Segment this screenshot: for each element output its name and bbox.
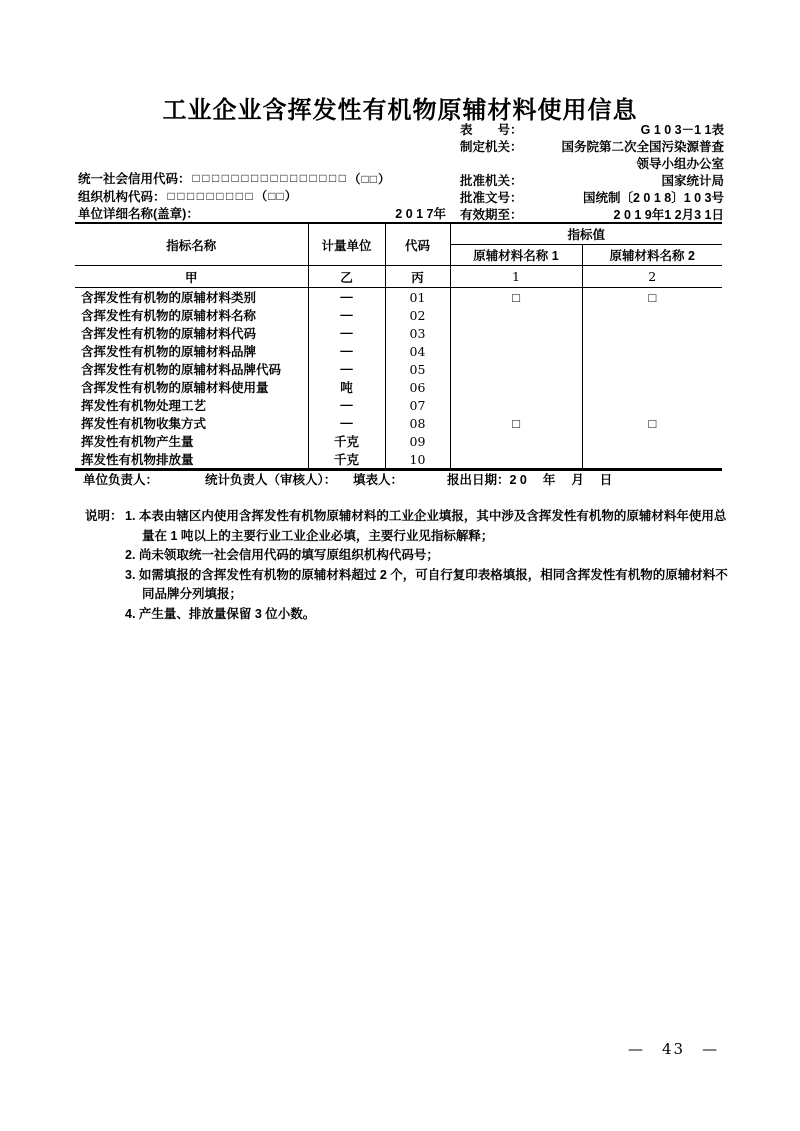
- table-row-brand-code: [75, 360, 722, 378]
- code-cell: 10: [385, 450, 450, 470]
- value-cell: [450, 432, 582, 450]
- unit-cell: 吨: [308, 378, 385, 396]
- notes-body: [125, 507, 733, 624]
- table-row-material-brand: [75, 342, 722, 360]
- unit-cell: —: [308, 288, 385, 307]
- org-code-label: 组织机构代码：: [78, 189, 166, 204]
- indicator-name: 含挥发性有机物的原辅材料品牌代码: [81, 363, 282, 377]
- notes-label: 说明：: [85, 509, 123, 523]
- code-cell: 03: [385, 324, 450, 342]
- indicator-name: 挥发性有机物处理工艺: [81, 399, 207, 413]
- checkbox-square: □: [450, 414, 582, 432]
- code-cell: 06: [385, 378, 450, 396]
- meta-row-approval-document: [460, 188, 724, 205]
- indicator-name: 含挥发性有机物的原辅材料使用量: [81, 381, 269, 395]
- value-cell: [582, 450, 722, 470]
- value-cell: [450, 396, 582, 414]
- header-code: 代码: [385, 223, 450, 266]
- key-cell-bing: 丙: [385, 266, 450, 288]
- value-cell: [450, 450, 582, 470]
- meta-row-issuing-agency-cont: [460, 154, 724, 171]
- meta-value: 2 0 1 9年1 2月3 1日: [613, 207, 724, 222]
- unit-cell: 千克: [308, 432, 385, 450]
- note-item-1: 1. 本表由辖区内使用含挥发性有机物原辅材料的工业企业填报，其中涉及含挥发性有机物的原辅材料年使用总量在 1 吨以上的主要行业工业企业必填，主要行业见指标解释；: [125, 509, 727, 543]
- header-indicator-value-group: 指标值: [450, 223, 722, 245]
- table-row-material-code: [75, 324, 722, 342]
- note-item-3: 3. 如需填报的含挥发性有机物的原辅材料超过 2 个，可自行复印表格填报，相同含挥发性有机物的原辅材料不同品牌分列填报；: [125, 567, 728, 601]
- note-item-4: 4. 产生量、排放量保留 3 位小数。: [125, 606, 316, 621]
- meta-label: 表 号：: [460, 122, 523, 137]
- indicator-name: 挥发性有机物收集方式: [81, 417, 207, 431]
- checkbox-square: □: [582, 414, 722, 432]
- value-cell: [582, 432, 722, 450]
- value-cell: [582, 306, 722, 324]
- credit-code-label: 统一社会信用代码：: [78, 172, 191, 187]
- checkbox-square: □: [450, 288, 582, 307]
- unit-cell: 千克: [308, 450, 385, 470]
- report-date-label: 报出日期：2 0 年 月 日: [447, 473, 613, 487]
- credit-code-suffix-boxes: （□□）: [348, 171, 391, 186]
- table-row-voc-treatment: [75, 396, 722, 414]
- meta-row-valid-until: [460, 205, 724, 222]
- credit-code-row: [78, 170, 460, 188]
- value-cell: [450, 360, 582, 378]
- meta-left-block: [78, 120, 460, 222]
- credit-code-boxes: □□□□□□□□□□□□□□□□: [192, 171, 349, 186]
- value-cell: [582, 378, 722, 396]
- indicator-name: 含挥发性有机物的原辅材料类别: [81, 291, 257, 305]
- form-meta-header: [78, 120, 724, 222]
- unit-cell: —: [308, 396, 385, 414]
- org-code-suffix-boxes: （□□）: [255, 189, 298, 204]
- meta-row-issuing-agency: [460, 137, 724, 154]
- indicator-name: 挥发性有机物产生量: [81, 435, 194, 449]
- note-item-2: 2. 尚未领取统一社会信用代码的填写原组织机构代码号；: [125, 548, 439, 562]
- code-cell: 09: [385, 432, 450, 450]
- value-cell: [582, 342, 722, 360]
- value-cell: [450, 342, 582, 360]
- meta-value: G 1 0 3－1 1表: [640, 122, 724, 137]
- code-cell: 07: [385, 396, 450, 414]
- unit-cell: —: [308, 360, 385, 378]
- header-unit: 计量单位: [308, 223, 385, 266]
- report-year: 2 0 1 7年: [395, 207, 446, 222]
- indicators-table-wrap: [75, 222, 722, 471]
- org-code-row: [78, 187, 460, 205]
- key-cell-yi: 乙: [308, 266, 385, 288]
- org-code-boxes: □□□□□□□□□: [167, 188, 256, 203]
- header-material-2: 原辅材料名称 2: [582, 245, 722, 266]
- value-cell: [582, 324, 722, 342]
- table-row-voc-generated: [75, 432, 722, 450]
- unit-cell: —: [308, 306, 385, 324]
- checkbox-square: □: [582, 288, 722, 307]
- table-row-voc-collection: [75, 414, 722, 432]
- table-row-material-name: [75, 306, 722, 324]
- value-cell: [450, 306, 582, 324]
- table-row-material-usage: [75, 378, 722, 396]
- header-indicator-name: 指标名称: [75, 223, 308, 266]
- meta-row-form-number: [460, 120, 724, 137]
- meta-label: 批准机关：: [460, 173, 523, 188]
- meta-row-approving-agency: [460, 171, 724, 188]
- unit-head-label: 单位负责人：: [83, 473, 159, 487]
- meta-label: 有效期至：: [460, 207, 523, 222]
- unit-cell: —: [308, 342, 385, 360]
- value-cell: [450, 324, 582, 342]
- unit-name-label: 单位详细名称(盖章)：: [78, 207, 199, 222]
- indicator-name: 含挥发性有机物的原辅材料品牌: [81, 345, 257, 359]
- table-row-voc-emitted: [75, 450, 722, 470]
- unit-cell: —: [308, 324, 385, 342]
- form-title: 工业企业含挥发性有机物原辅材料使用信息: [162, 97, 638, 124]
- key-cell-1: 1: [450, 266, 582, 288]
- code-cell: 02: [385, 306, 450, 324]
- key-cell-jia: 甲: [75, 266, 308, 288]
- notes-section: [85, 507, 733, 624]
- page-number: — 43 —: [628, 1040, 720, 1058]
- key-cell-2: 2: [582, 266, 722, 288]
- code-cell: 05: [385, 360, 450, 378]
- value-cell: [582, 396, 722, 414]
- meta-right-block: [460, 120, 724, 222]
- meta-value: 国统制〔2 0 1 8〕1 0 3号: [582, 190, 724, 205]
- stats-head-label: 统计负责人（审核人）：: [205, 473, 337, 487]
- indicators-table: [75, 222, 722, 471]
- table-row-material-category: [75, 288, 722, 307]
- code-cell: 08: [385, 414, 450, 432]
- meta-value: 国家统计局: [661, 173, 724, 188]
- unit-name-row: [78, 205, 460, 223]
- indicator-name: 含挥发性有机物的原辅材料代码: [81, 327, 257, 341]
- value-cell: [450, 378, 582, 396]
- code-cell: 04: [385, 342, 450, 360]
- meta-value: 领导小组办公室: [636, 156, 724, 171]
- value-cell: [582, 360, 722, 378]
- code-cell: 01: [385, 288, 450, 307]
- meta-label: 制定机关：: [460, 139, 523, 154]
- meta-value: 国务院第二次全国污染源普查: [561, 139, 724, 154]
- unit-cell: —: [308, 414, 385, 432]
- preparer-label: 填表人：: [353, 473, 404, 487]
- header-material-1: 原辅材料名称 1: [450, 245, 582, 266]
- indicator-name: 挥发性有机物排放量: [81, 453, 194, 467]
- signature-row: [75, 470, 722, 488]
- indicator-name: 含挥发性有机物的原辅材料名称: [81, 309, 257, 323]
- meta-label: 批准文号：: [460, 190, 523, 205]
